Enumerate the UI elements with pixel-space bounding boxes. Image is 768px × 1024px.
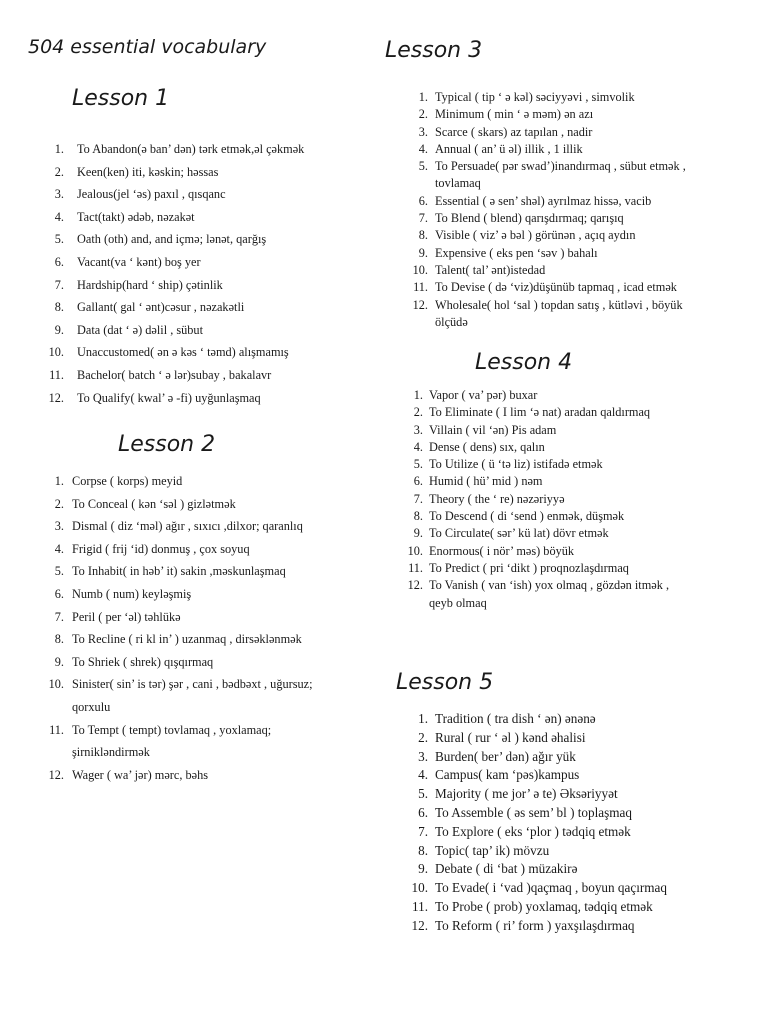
item-number: 11. (412, 898, 428, 914)
item-continuation: ölçüdə (435, 314, 468, 329)
item-text (435, 785, 730, 804)
item-text (77, 341, 370, 364)
vocab-item (400, 823, 730, 842)
item-term: Essential ( ə sen’ shəl) ayrılmaz hissə, vacib (435, 193, 652, 208)
item-text (435, 124, 720, 141)
item-text (77, 387, 370, 410)
item-term: Data (dat ‘ ə) dəlil , sübut (77, 322, 204, 337)
item-text (72, 628, 370, 651)
item-text (77, 161, 370, 184)
item-number: 7. (418, 823, 428, 839)
lesson-3-heading: Lesson 3 (385, 38, 483, 63)
item-text (77, 251, 370, 274)
item-continuation: şirnikləndirmək (72, 745, 150, 760)
item-text (435, 106, 720, 123)
item-text (429, 577, 725, 612)
item-number: 2. (413, 405, 423, 420)
item-number: 11. (49, 722, 64, 737)
item-text (429, 473, 725, 490)
item-term: To Reform ( ri’ form ) yaxşılaşdırmaq (435, 917, 635, 933)
item-number: 8. (54, 300, 64, 315)
lesson-5-list (400, 710, 730, 936)
item-text (429, 439, 725, 456)
item-text (72, 651, 370, 674)
item-term: Majority ( me jor’ ə te) Əksəriyyət (435, 786, 618, 802)
vocab-item (40, 673, 370, 718)
item-number: 1. (54, 142, 64, 156)
item-number: 6. (54, 254, 64, 269)
item-text (72, 515, 370, 538)
item-text (435, 879, 730, 898)
item-text (435, 193, 720, 210)
page-title: 504 essential vocabulary (28, 36, 267, 58)
vocab-item (40, 538, 370, 561)
item-term: Oath (oth) and, and içmə; lənət, qarğış (77, 232, 267, 247)
item-term: Sinister( sin’ is tər) şər , cani , bədbəxt , uğursuz; (72, 677, 313, 692)
item-text (435, 210, 720, 227)
item-number: 12. (412, 297, 428, 312)
item-number: 1. (418, 711, 428, 726)
item-number: 12. (411, 917, 428, 933)
vocab-item (40, 493, 370, 516)
item-term: To Utilize ( ü ‘tə liz) istifadə etmək (429, 457, 603, 472)
item-number: 10. (48, 677, 64, 692)
vocab-item (395, 577, 725, 612)
vocab-item (40, 387, 370, 410)
item-number: 1. (418, 90, 428, 104)
item-number: 6. (413, 474, 423, 489)
vocab-item (395, 473, 725, 490)
item-number: 5. (418, 159, 428, 174)
item-number: 7. (54, 277, 64, 292)
vocab-item (40, 206, 370, 229)
item-number: 12. (48, 390, 64, 405)
vocab-item (395, 387, 725, 404)
vocab-item (40, 183, 370, 206)
item-number: 3. (54, 519, 64, 534)
item-term: To Eliminate ( I lim ‘ə nat) aradan qaldırmaq (429, 405, 651, 420)
vocab-item (40, 719, 370, 764)
item-text (435, 158, 720, 193)
item-term: Wholesale( hol ‘sal ) topdan satış , kütləvi , böyük (435, 297, 683, 312)
item-term: To Persuade( pər swad’)inandırmaq , sübut etmək , (435, 159, 686, 174)
vocab-item (40, 583, 370, 606)
lesson-2-heading: Lesson 2 (118, 432, 216, 457)
lesson-2-list (40, 470, 370, 786)
vocab-item (400, 227, 720, 244)
item-term: To Vanish ( van ‘ish) yox olmaq , gözdən itmək , (429, 578, 670, 593)
item-number: 8. (418, 228, 428, 243)
item-number: 6. (418, 193, 428, 208)
vocab-item (40, 319, 370, 342)
item-number: 9. (54, 654, 64, 669)
item-term: To Blend ( blend) qarışdırmaq; qarışıq (435, 211, 624, 226)
item-number: 11. (413, 280, 428, 295)
item-term: Peril ( per ‘əl) təhlükə (72, 609, 181, 624)
item-number: 3. (418, 124, 428, 139)
item-text (77, 138, 370, 161)
item-text (429, 456, 725, 473)
item-term: Dense ( dens) sıx, qalın (429, 439, 545, 454)
item-term: Debate ( di ‘bat ) müzakirə (435, 861, 578, 877)
item-term: Frigid ( frij ‘id) donmuş , çox soyuq (72, 541, 250, 556)
item-number: 7. (54, 609, 64, 624)
item-term: To Tempt ( tempt) tovlamaq , yoxlamaq; (72, 722, 272, 737)
vocab-item (395, 422, 725, 439)
item-text (435, 766, 730, 785)
vocab-item (400, 141, 720, 158)
item-term: To Qualify( kwal’ ə -fi) uyğunlaşmaq (77, 390, 261, 405)
item-term: To Predict ( pri ‘dikt ) proqnozlaşdırmaq (429, 560, 629, 575)
vocab-item (40, 515, 370, 538)
lesson-4-heading: Lesson 4 (475, 350, 573, 375)
item-number: 3. (413, 422, 423, 437)
item-term: Tradition ( tra dish ‘ ən) ənənə (435, 711, 596, 726)
item-number: 3. (54, 187, 64, 202)
vocab-item (395, 560, 725, 577)
item-text (72, 719, 370, 764)
item-number: 3. (418, 748, 428, 764)
item-number: 4. (418, 141, 428, 156)
vocab-item (40, 606, 370, 629)
item-text (77, 183, 370, 206)
item-text (435, 729, 730, 748)
item-text (77, 274, 370, 297)
item-term: To Probe ( prob) yoxlamaq, tədqiq etmək (435, 898, 653, 914)
item-text (429, 525, 725, 542)
item-term: To Recline ( ri kl in’ ) uzanmaq , dirsəklənmək (72, 632, 302, 647)
vocab-item (395, 439, 725, 456)
item-text (429, 387, 725, 404)
item-term: Scarce ( skars) az tapılan , nadir (435, 124, 593, 139)
vocab-item (400, 89, 720, 106)
item-term: To Explore ( eks ‘plor ) tədqiq etmək (435, 823, 631, 839)
vocab-item (400, 710, 730, 729)
item-number: 4. (54, 209, 64, 224)
item-term: To Assemble ( əs sem’ bl ) toplaşmaq (435, 804, 632, 820)
vocab-item (40, 764, 370, 787)
item-text (72, 583, 370, 606)
item-text (435, 748, 730, 767)
item-number: 10. (48, 345, 64, 360)
vocab-item (400, 106, 720, 123)
item-text (77, 228, 370, 251)
item-number: 2. (54, 164, 64, 179)
item-number: 4. (418, 767, 428, 783)
item-text (77, 296, 370, 319)
item-number: 7. (418, 211, 428, 226)
vocab-item (400, 124, 720, 141)
item-term: To Abandon(ə ban’ dən) tərk etmək,əl çəkmək (77, 142, 305, 156)
item-number: 9. (54, 322, 64, 337)
item-term: Corpse ( korps) meyid (72, 474, 183, 488)
item-term: To Inhabit( in həb’ it) sakin ,məskunlaşmaq (72, 564, 286, 579)
item-continuation: qorxulu (72, 699, 111, 714)
item-text (435, 89, 720, 106)
vocab-item (400, 158, 720, 193)
item-number: 6. (54, 586, 64, 601)
lesson-1-list (40, 138, 370, 409)
item-text (429, 422, 725, 439)
item-term: Vacant(va ‘ kənt) boş yer (77, 254, 201, 269)
vocab-item (400, 842, 730, 861)
item-text (435, 860, 730, 879)
item-number: 5. (418, 786, 428, 802)
item-number: 8. (413, 509, 423, 524)
item-term: Unaccustomed( ən ə kəs ‘ təmd) alışmamış (77, 345, 289, 360)
vocab-item (40, 651, 370, 674)
item-text (435, 279, 720, 296)
vocab-item (40, 274, 370, 297)
item-term: To Devise ( də ‘viz)düşünüb tapmaq , icad etmək (435, 280, 677, 295)
vocab-item (40, 364, 370, 387)
item-term: To Conceal ( kən ‘səl ) gizlətmək (72, 496, 236, 511)
item-text (429, 404, 725, 421)
lesson-4-list (395, 387, 725, 612)
vocab-item (395, 543, 725, 560)
item-number: 2. (54, 496, 64, 511)
item-term: To Shriek ( shrek) qışqırmaq (72, 654, 214, 669)
item-term: Jealous(jel ‘əs) paxıl , qısqanc (77, 187, 226, 202)
item-term: Expensive ( eks pen ‘səv ) bahalı (435, 245, 598, 260)
item-term: Campus( kam ‘pəs)kampus (435, 767, 580, 783)
vocab-item (40, 470, 370, 493)
item-text (429, 543, 725, 560)
item-term: To Circulate( sər’ kü lat) dövr etmək (429, 526, 609, 541)
vocab-item (40, 628, 370, 651)
item-number: 1. (54, 474, 64, 488)
vocab-item (40, 560, 370, 583)
item-term: Bachelor( batch ‘ ə lər)subay , bakalavr (77, 367, 272, 382)
vocab-item (395, 508, 725, 525)
item-text (77, 364, 370, 387)
item-text (72, 673, 370, 718)
item-number: 9. (413, 526, 423, 541)
vocab-item (400, 804, 730, 823)
item-term: Talent( tal’ ənt)istedad (435, 262, 546, 277)
item-text (429, 508, 725, 525)
vocab-item (400, 785, 730, 804)
vocab-item (40, 228, 370, 251)
item-term: Topic( tap’ ik) mövzu (435, 842, 550, 858)
item-term: To Evade( i ‘vad )qaçmaq , boyun qaçırmaq (435, 880, 667, 896)
item-number: 8. (418, 842, 428, 858)
item-number: 11. (49, 367, 64, 382)
item-number: 4. (413, 439, 423, 454)
vocab-item (400, 766, 730, 785)
vocab-item (395, 456, 725, 473)
item-term: Numb ( num) keyləşmiş (72, 586, 192, 601)
item-term: Burden( ber’ dən) ağır yük (435, 748, 576, 764)
item-term: Typical ( tip ‘ ə kəl) səciyyəvi , simvolik (435, 90, 635, 104)
vocab-item (400, 297, 720, 332)
item-text (435, 898, 730, 917)
item-text (435, 842, 730, 861)
item-text (435, 297, 720, 332)
item-term: Visible ( viz’ ə bəl ) görünən , açıq aydın (435, 228, 636, 243)
item-text (429, 491, 725, 508)
vocab-item (40, 296, 370, 319)
item-term: Annual ( an’ ü əl) illik , 1 illik (435, 141, 583, 156)
item-term: Theory ( the ‘ re) nəzəriyyə (429, 491, 565, 506)
item-term: Humid ( hü’ mid ) nəm (429, 474, 543, 489)
vocab-item (400, 879, 730, 898)
item-number: 5. (54, 564, 64, 579)
vocab-item (395, 404, 725, 421)
item-number: 10. (411, 880, 428, 896)
item-term: Vapor ( va’ pər) buxar (429, 388, 538, 402)
item-text (72, 764, 370, 787)
item-number: 1. (413, 388, 423, 402)
item-text (435, 804, 730, 823)
item-term: Keen(ken) iti, kəskin; həssas (77, 164, 219, 179)
vocab-item (400, 279, 720, 296)
item-text (435, 917, 730, 936)
vocab-item (40, 138, 370, 161)
item-number: 9. (418, 245, 428, 260)
lesson-3-list (400, 89, 720, 331)
lesson-1-heading: Lesson 1 (72, 86, 170, 111)
item-text (429, 560, 725, 577)
item-text (72, 538, 370, 561)
item-text (435, 141, 720, 158)
item-text (435, 262, 720, 279)
item-term: Wager ( wa’ jər) mərc, bəhs (72, 767, 209, 782)
item-number: 12. (48, 767, 64, 782)
item-number: 10. (407, 543, 423, 558)
item-text (435, 710, 730, 729)
item-number: 5. (413, 457, 423, 472)
item-number: 5. (54, 232, 64, 247)
item-term: Villain ( vil ‘ən) Pis adam (429, 422, 557, 437)
vocab-item (400, 245, 720, 262)
vocab-item (40, 341, 370, 364)
vocab-item (400, 748, 730, 767)
item-text (77, 319, 370, 342)
item-number: 2. (418, 729, 428, 745)
item-text (72, 493, 370, 516)
item-number: 9. (418, 861, 428, 877)
vocab-item (40, 251, 370, 274)
item-text (77, 206, 370, 229)
item-term: Gallant( gal ‘ ənt)cəsur , nəzakətli (77, 300, 245, 315)
item-term: Tact(takt) ədəb, nəzakət (77, 209, 195, 224)
item-text (72, 606, 370, 629)
vocab-item (40, 161, 370, 184)
item-term: Hardship(hard ‘ ship) çətinlik (77, 277, 223, 292)
item-continuation: tovlamaq (435, 176, 481, 191)
item-number: 8. (54, 632, 64, 647)
item-term: Dismal ( diz ‘məl) ağır , sıxıcı ,dilxor; qaranlıq (72, 519, 303, 534)
item-number: 4. (54, 541, 64, 556)
vocab-item (395, 525, 725, 542)
item-number: 6. (418, 804, 428, 820)
item-term: Rural ( rur ‘ əl ) kənd əhalisi (435, 729, 586, 745)
item-number: 10. (412, 262, 428, 277)
vocab-item (400, 860, 730, 879)
vocab-item (400, 210, 720, 227)
item-term: Enormous( i nör’ məs) böyük (429, 543, 575, 558)
item-number: 7. (413, 491, 423, 506)
item-text (72, 470, 370, 493)
item-term: Minimum ( min ‘ ə məm) ən azı (435, 107, 594, 122)
item-number: 11. (408, 560, 423, 575)
item-continuation: qeyb olmaq (429, 595, 487, 610)
vocab-item (400, 917, 730, 936)
vocab-item (400, 729, 730, 748)
item-text (435, 245, 720, 262)
item-text (435, 227, 720, 244)
vocab-item (400, 193, 720, 210)
item-term: To Descend ( di ‘send ) enmək, düşmək (429, 509, 625, 524)
vocab-item (395, 491, 725, 508)
vocab-item (400, 898, 730, 917)
item-number: 12. (407, 578, 423, 593)
vocab-item (400, 262, 720, 279)
item-text (72, 560, 370, 583)
item-text (435, 823, 730, 842)
item-number: 2. (418, 107, 428, 122)
lesson-5-heading: Lesson 5 (396, 670, 494, 695)
